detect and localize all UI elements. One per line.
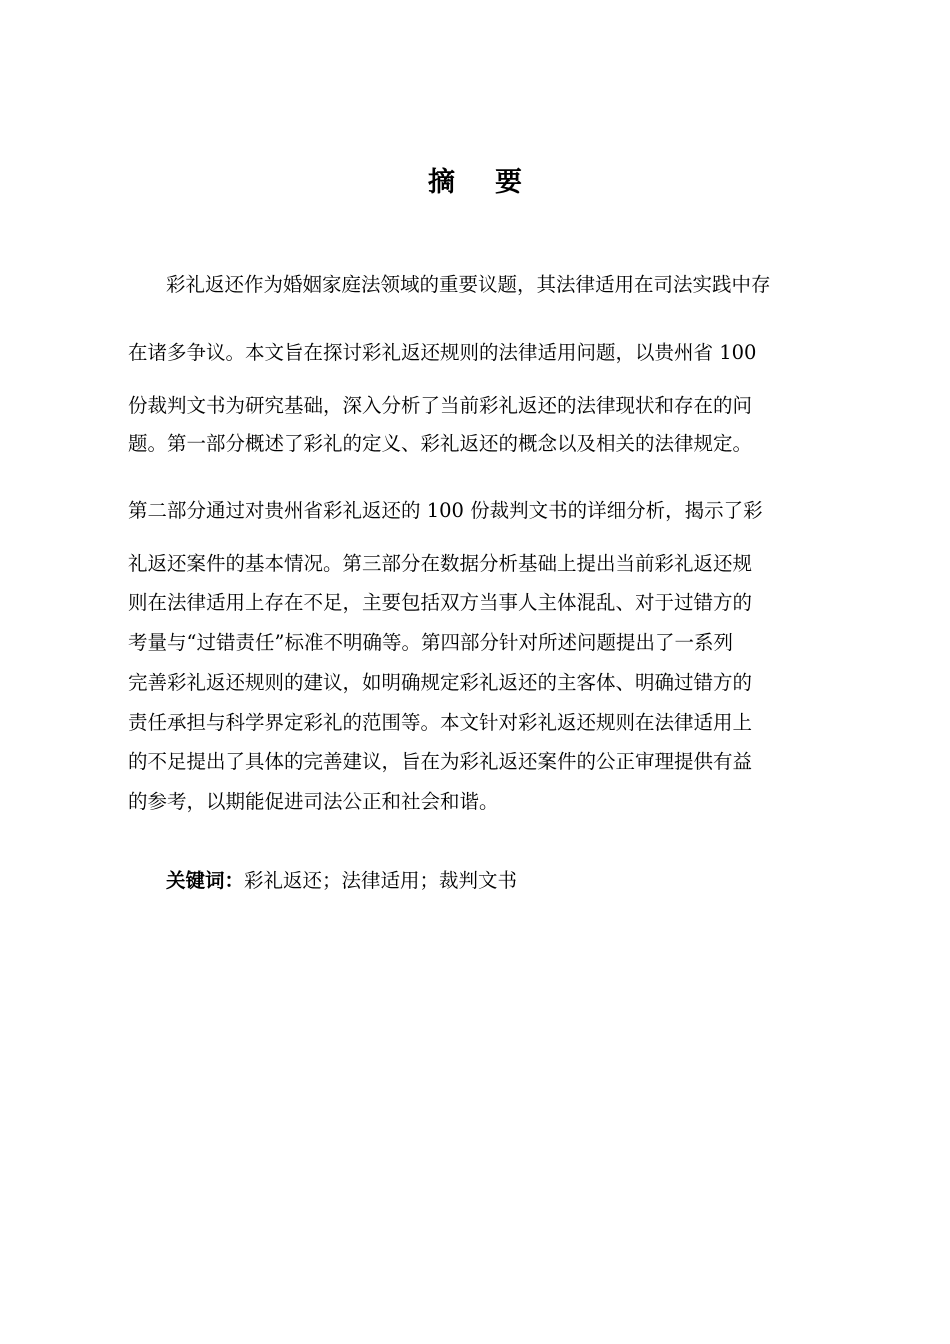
abstract-line-12: 的参考，以期能促进司法公正和社会和谐。 bbox=[128, 790, 499, 813]
abstract-line-1: 彩礼返还作为婚姻家庭法领域的重要议题，其法律适用在司法实践中存 bbox=[166, 273, 771, 296]
abstract-line-3: 份裁判文书为研究基础，深入分析了当前彩礼返还的法律现状和存在的问 bbox=[128, 394, 753, 417]
abstract-line-8: 考量与“过错责任”标准不明确等。第四部分针对所述问题提出了一系列 bbox=[128, 631, 733, 654]
keywords-value: 彩礼返还；法律适用；裁判文书 bbox=[244, 869, 518, 892]
title-char-2: 要 bbox=[495, 167, 522, 198]
abstract-line-11: 的不足提出了具体的完善建议，旨在为彩礼返还案件的公正审理提供有益 bbox=[128, 750, 753, 773]
abstract-line-6: 礼返还案件的基本情况。第三部分在数据分析基础上提出当前彩礼返还规 bbox=[128, 552, 753, 575]
abstract-line-5: 第二部分通过对贵州省彩礼返还的 100 份裁判文书的详细分析，揭示了彩 bbox=[128, 499, 763, 522]
abstract-line-2: 在诸多争议。本文旨在探讨彩礼返还规则的法律适用问题，以贵州省 100 bbox=[128, 341, 757, 364]
abstract-line-10: 责任承担与科学界定彩礼的范围等。本文针对彩礼返还规则在法律适用上 bbox=[128, 711, 753, 734]
abstract-line-4: 题。第一部分概述了彩礼的定义、彩礼返还的概念以及相关的法律规定。 bbox=[128, 432, 753, 455]
keywords bbox=[166, 867, 517, 895]
title-char-1: 摘 bbox=[428, 167, 455, 198]
abstract-title bbox=[0, 160, 950, 199]
abstract-line-7: 则在法律适用上存在不足，主要包括双方当事人主体混乱、对于过错方的 bbox=[128, 591, 753, 614]
abstract-line-9: 完善彩礼返还规则的建议，如明确规定彩礼返还的主客体、明确过错方的 bbox=[128, 671, 753, 694]
keywords-label: 关键词： bbox=[166, 869, 245, 892]
